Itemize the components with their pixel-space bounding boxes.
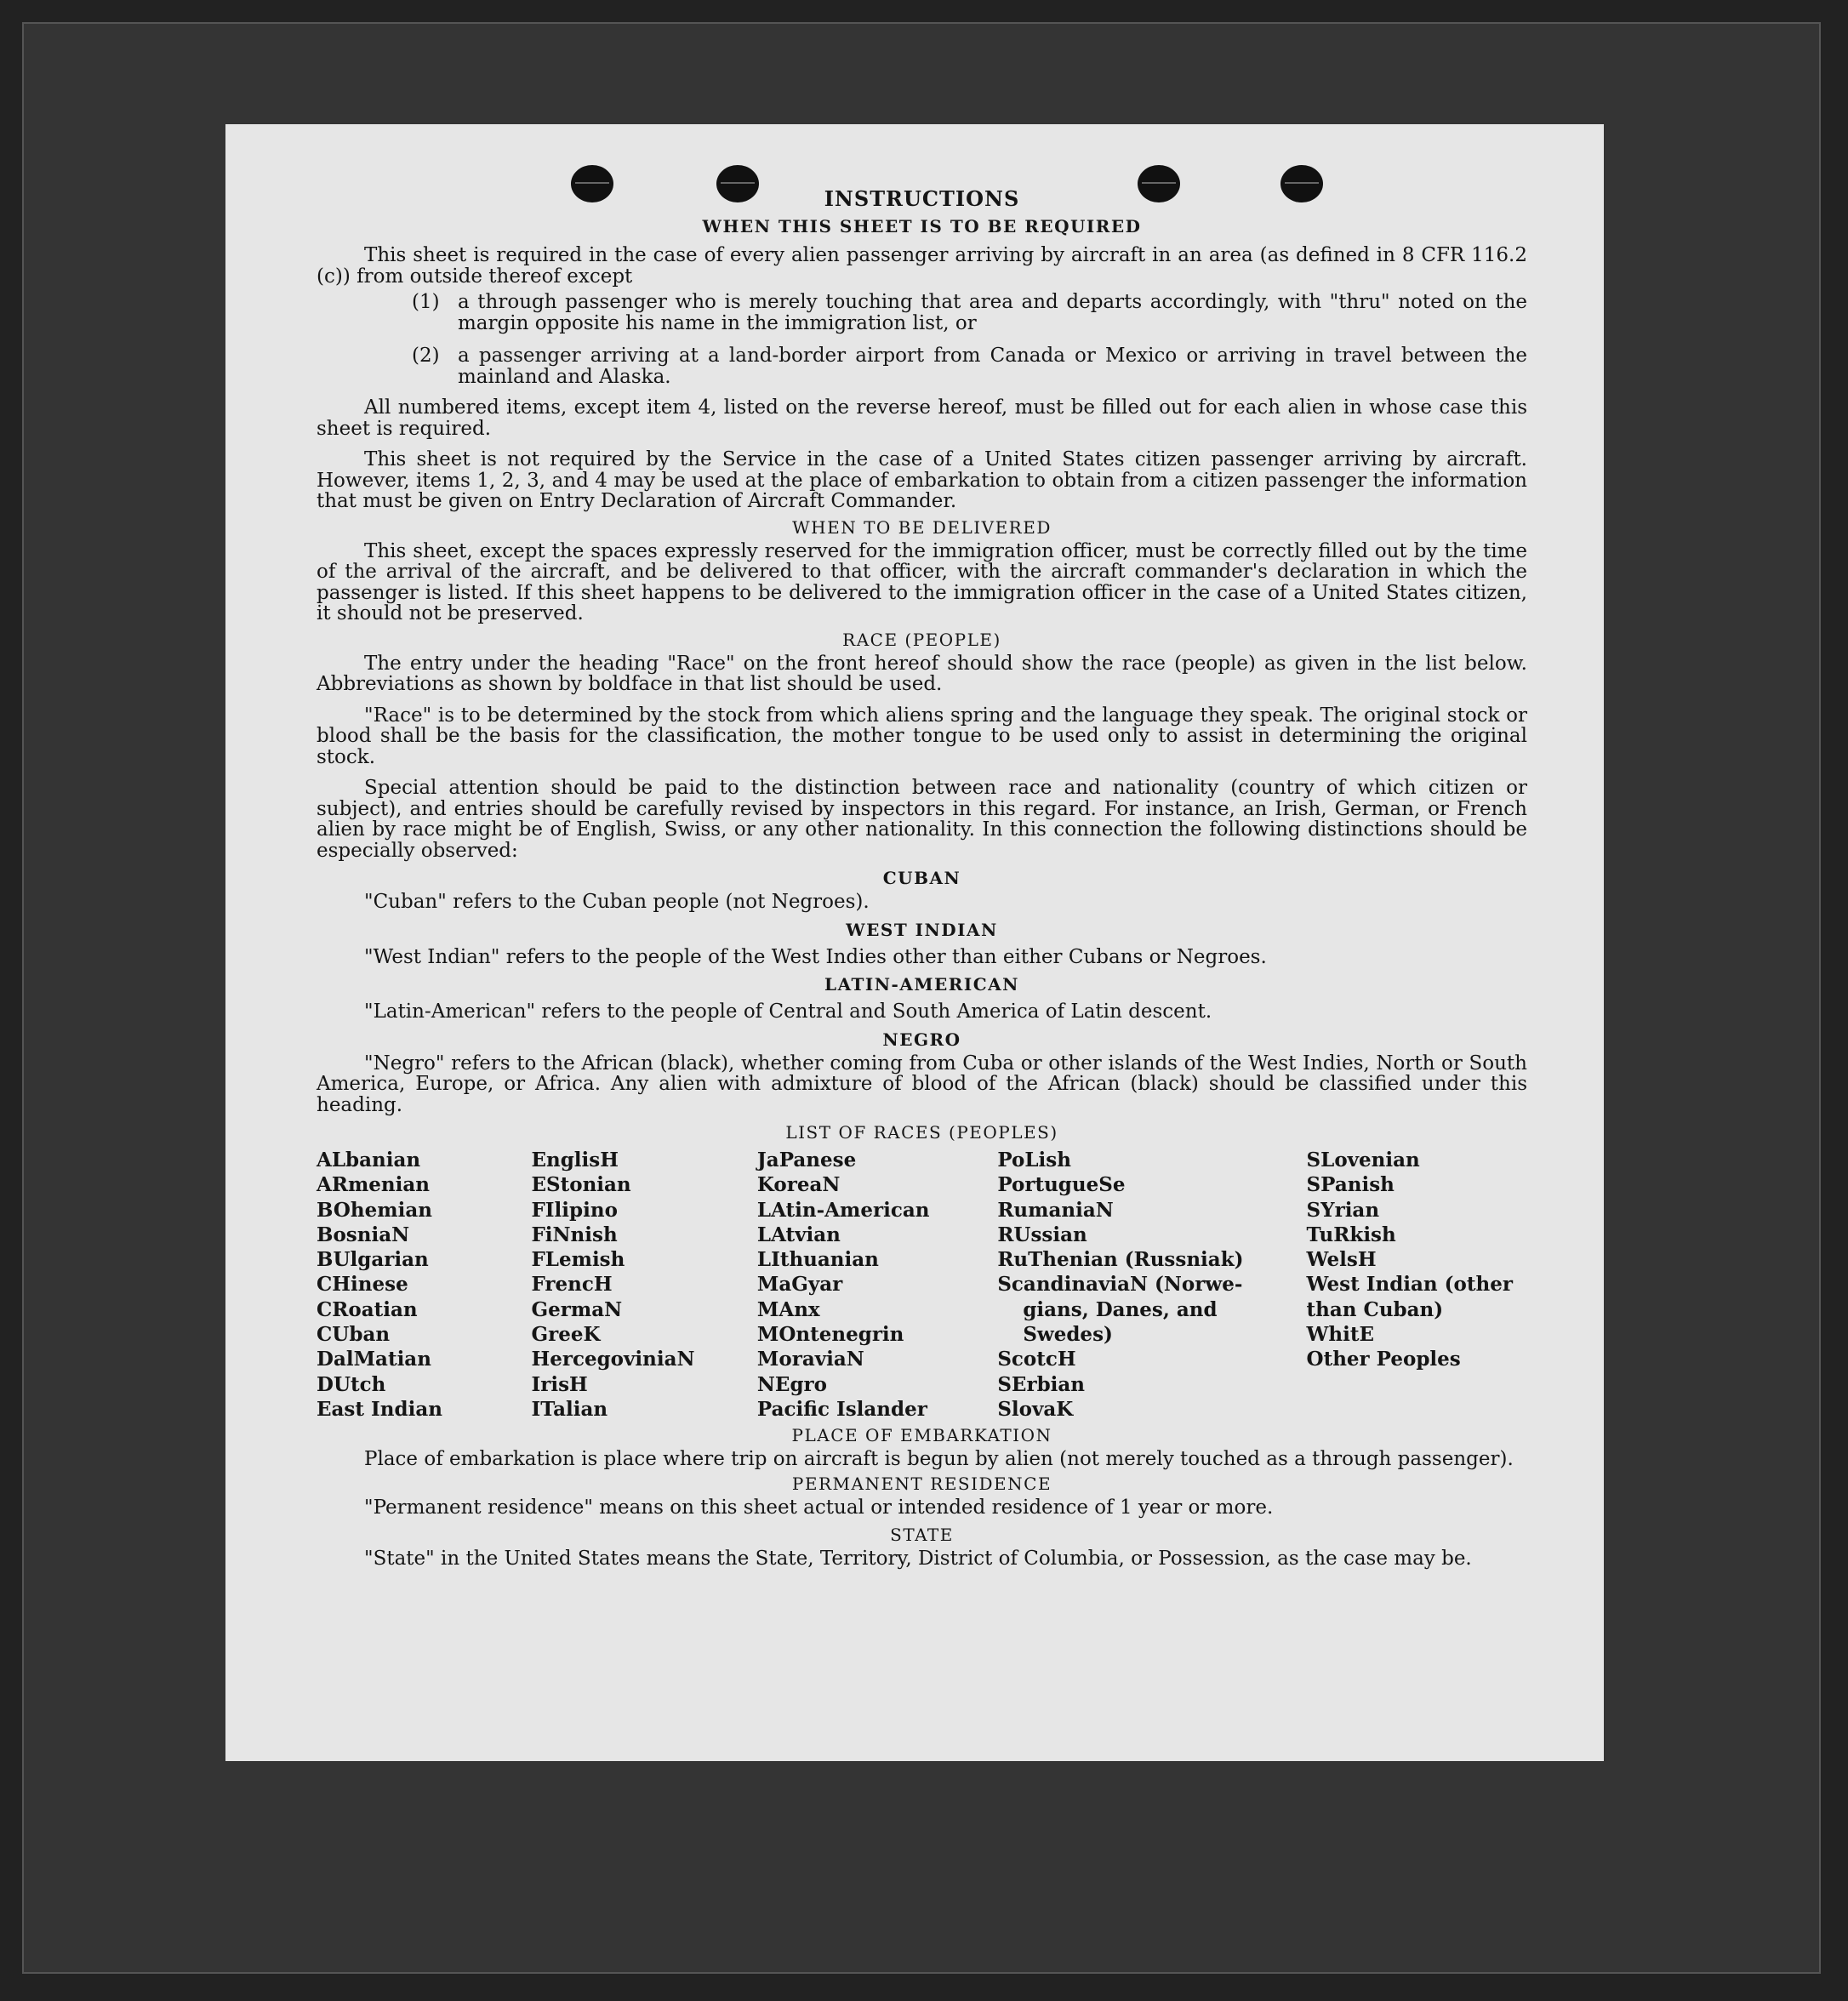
item-number: (1) (412, 291, 440, 313)
race-entry: West Indian (other (1306, 1273, 1513, 1297)
race-entry: Other Peoples (1306, 1348, 1461, 1371)
race-entry: LIthuanian (756, 1248, 879, 1272)
race-entry: KoreaN (756, 1173, 841, 1197)
race-entry: GermaN (531, 1297, 623, 1321)
races-column-2 (531, 1148, 756, 1422)
race-entry: FLemish (531, 1248, 625, 1272)
heading-permanent-residence: PERMANENT RESIDENCE (791, 1473, 1052, 1494)
race-entry: NEgro (756, 1372, 828, 1396)
race-entry: FIlipino (531, 1198, 618, 1222)
race-entry: WelsH (1306, 1248, 1377, 1272)
race-entry: ScandinaviaN (Norwe- (997, 1273, 1243, 1297)
numbered-items-paragraph: All numbered items, except item 4, listed on the reverse hereof, must be filled out for each alien in whose case this sheet is required. (317, 396, 1527, 440)
race-paragraph-3: Special attention should be paid to the distinction between race and nationality (country of which citizen or subject), and entries should be carefully revised by inspectors in this regard. For instance, an Irish, German, or French alien by race might be of English, Swiss, or any other nationality. In this connection the following distinctions should be especially observed: (317, 777, 1527, 862)
race-entry: JaPanese (756, 1149, 857, 1172)
race-entry: RumaniaN (997, 1198, 1114, 1222)
heading-negro: NEGRO (882, 1029, 961, 1050)
race-entry: LAtin-American (756, 1198, 930, 1222)
races-list (317, 1148, 1527, 1422)
heading-latin-american: LATIN-AMERICAN (824, 974, 1019, 995)
races-column-5 (1307, 1148, 1527, 1422)
instruction-sheet (225, 124, 1604, 1761)
race-entry: East Indian (317, 1397, 442, 1421)
race-entry: MAnx (756, 1297, 820, 1321)
race-entry: ALbanian (317, 1149, 421, 1172)
page-title: INSTRUCTIONS (824, 186, 1020, 211)
cuban-text: "Cuban" refers to the Cuban people (not Negroes). (364, 891, 870, 913)
race-entry: RUssian (997, 1223, 1087, 1246)
punch-hole (716, 165, 759, 202)
race-entry: WhitE (1306, 1323, 1374, 1347)
exception-item-1 (412, 292, 1527, 334)
punch-hole (571, 165, 613, 202)
punch-hole (1280, 165, 1323, 202)
embarkation-text: Place of embarkation is place where trip on aircraft is begun by alien (not merely touched as a through passenger). (364, 1448, 1514, 1471)
race-entry: EnglisH (531, 1149, 619, 1172)
permanent-residence-text: "Permanent residence" means on this sheet actual or intended residence of 1 year or more. (364, 1496, 1274, 1519)
item-text: a passenger arriving at a land-border airport from Canada or Mexico or arriving in travel between the mainland and Alaska. (458, 345, 1527, 388)
race-entry: Swedes) (1023, 1323, 1113, 1347)
race-entry: ARmenian (317, 1173, 431, 1197)
race-entry: CUban (317, 1323, 391, 1347)
race-entry: SLovenian (1306, 1149, 1420, 1172)
races-column-3 (757, 1148, 997, 1422)
race-entry: TuRkish (1306, 1223, 1396, 1246)
race-entry: PoLish (997, 1149, 1071, 1172)
race-entry: IrisH (531, 1372, 588, 1396)
race-entry: SPanish (1306, 1173, 1395, 1197)
races-column-1 (317, 1148, 531, 1422)
race-entry: CHinese (317, 1273, 408, 1297)
race-entry: EStonian (531, 1173, 631, 1197)
heading-list-of-races: LIST OF RACES (PEOPLES) (785, 1122, 1058, 1143)
race-entry: DalMatian (317, 1348, 431, 1371)
heading-west-indian: WEST INDIAN (846, 919, 998, 940)
race-entry: ScotcH (997, 1348, 1076, 1371)
race-entry: FrencH (531, 1273, 613, 1297)
heading-state: STATE (890, 1525, 954, 1546)
west-indian-text: "West Indian" refers to the people of the West Indies other than either Cubans or Negroes. (364, 945, 1267, 968)
when-required-intro: This sheet is required in the case of every alien passenger arriving by aircraft in an area (as defined in 8 CFR 116.2 (c)) from outside thereof except (317, 244, 1527, 288)
punch-hole (1138, 165, 1180, 202)
race-entry: SErbian (997, 1372, 1086, 1396)
state-text: "State" in the United States means the State, Territory, District of Columbia, or Possession, as the case may be. (364, 1548, 1472, 1571)
race-entry: BOhemian (317, 1198, 432, 1222)
race-paragraph-1: The entry under the heading "Race" on the front hereof should show the race (people) as given in the list below. Abbreviations as shown by boldface in that list should be used. (317, 652, 1527, 695)
when-delivered-text: This sheet, except the spaces expressly reserved for the immigration officer, must be correctly filled out by the time of the arrival of the aircraft, and be delivered to that officer, with the aircraft commander's declaration in which the passenger is listed. If this sheet happens to be delivered to the immigration officer in the case of a United States citizen, it should not be preserved. (317, 539, 1527, 624)
race-entry: gians, Danes, and (1023, 1297, 1218, 1321)
item-text: a through passenger who is merely touching that area and departs accordingly, with "thru" noted on the margin opposite his name in the immigration list, or (458, 291, 1527, 334)
race-entry: MoraviaN (756, 1348, 864, 1371)
race-entry: FiNnish (531, 1223, 618, 1246)
heading-embarkation: PLACE OF EMBARKATION (791, 1425, 1052, 1446)
race-entry: ITalian (531, 1397, 608, 1421)
race-entry: MaGyar (756, 1273, 843, 1297)
race-entry: MOntenegrin (756, 1323, 904, 1347)
item-number: (2) (412, 345, 440, 367)
heading-race: RACE (PEOPLE) (842, 629, 1001, 650)
race-entry: BosniaN (317, 1223, 410, 1246)
negro-text: "Negro" refers to the African (black), whether coming from Cuba or other islands of the West Indies, North or South America, Europe, or Africa. Any alien with admixture of blood of the African (black) should be classified under this heading. (317, 1052, 1527, 1116)
races-column-4 (997, 1148, 1306, 1422)
race-entry: BUlgarian (317, 1248, 429, 1272)
exception-item-2 (412, 345, 1527, 387)
race-entry: CRoatian (317, 1297, 418, 1321)
race-entry: SYrian (1306, 1198, 1380, 1222)
race-entry: HercegoviniaN (531, 1348, 695, 1371)
heading-cuban: CUBAN (882, 868, 961, 888)
race-entry: PortugueSe (997, 1173, 1126, 1197)
race-entry: SlovaK (997, 1397, 1074, 1421)
race-entry: DUtch (317, 1372, 386, 1396)
race-entry: RuThenian (Russniak) (997, 1248, 1244, 1272)
latin-american-text: "Latin-American" refers to the people of Central and South America of Latin descent. (364, 1000, 1212, 1023)
race-entry: GreeK (531, 1323, 601, 1347)
race-entry: than Cuban) (1306, 1297, 1444, 1321)
race-entry: LAtvian (756, 1223, 841, 1246)
heading-when-delivered: WHEN TO BE DELIVERED (792, 516, 1052, 538)
citizen-paragraph: This sheet is not required by the Service in the case of a United States citizen passenger arriving by aircraft. However, items 1, 2, 3, and 4 may be used at the place of embarkation to obtain from a citizen passenger the information that must be given on Entry Declaration of Aircraft Commander. (317, 448, 1527, 512)
heading-when-required: WHEN THIS SHEET IS TO BE REQUIRED (702, 216, 1142, 237)
race-paragraph-2: "Race" is to be determined by the stock from which aliens spring and the language they speak. The original stock or blood shall be the basis for the classification, the mother tongue to be used only to assist in determining the original stock. (317, 704, 1527, 768)
race-entry: Pacific Islander (756, 1397, 927, 1421)
